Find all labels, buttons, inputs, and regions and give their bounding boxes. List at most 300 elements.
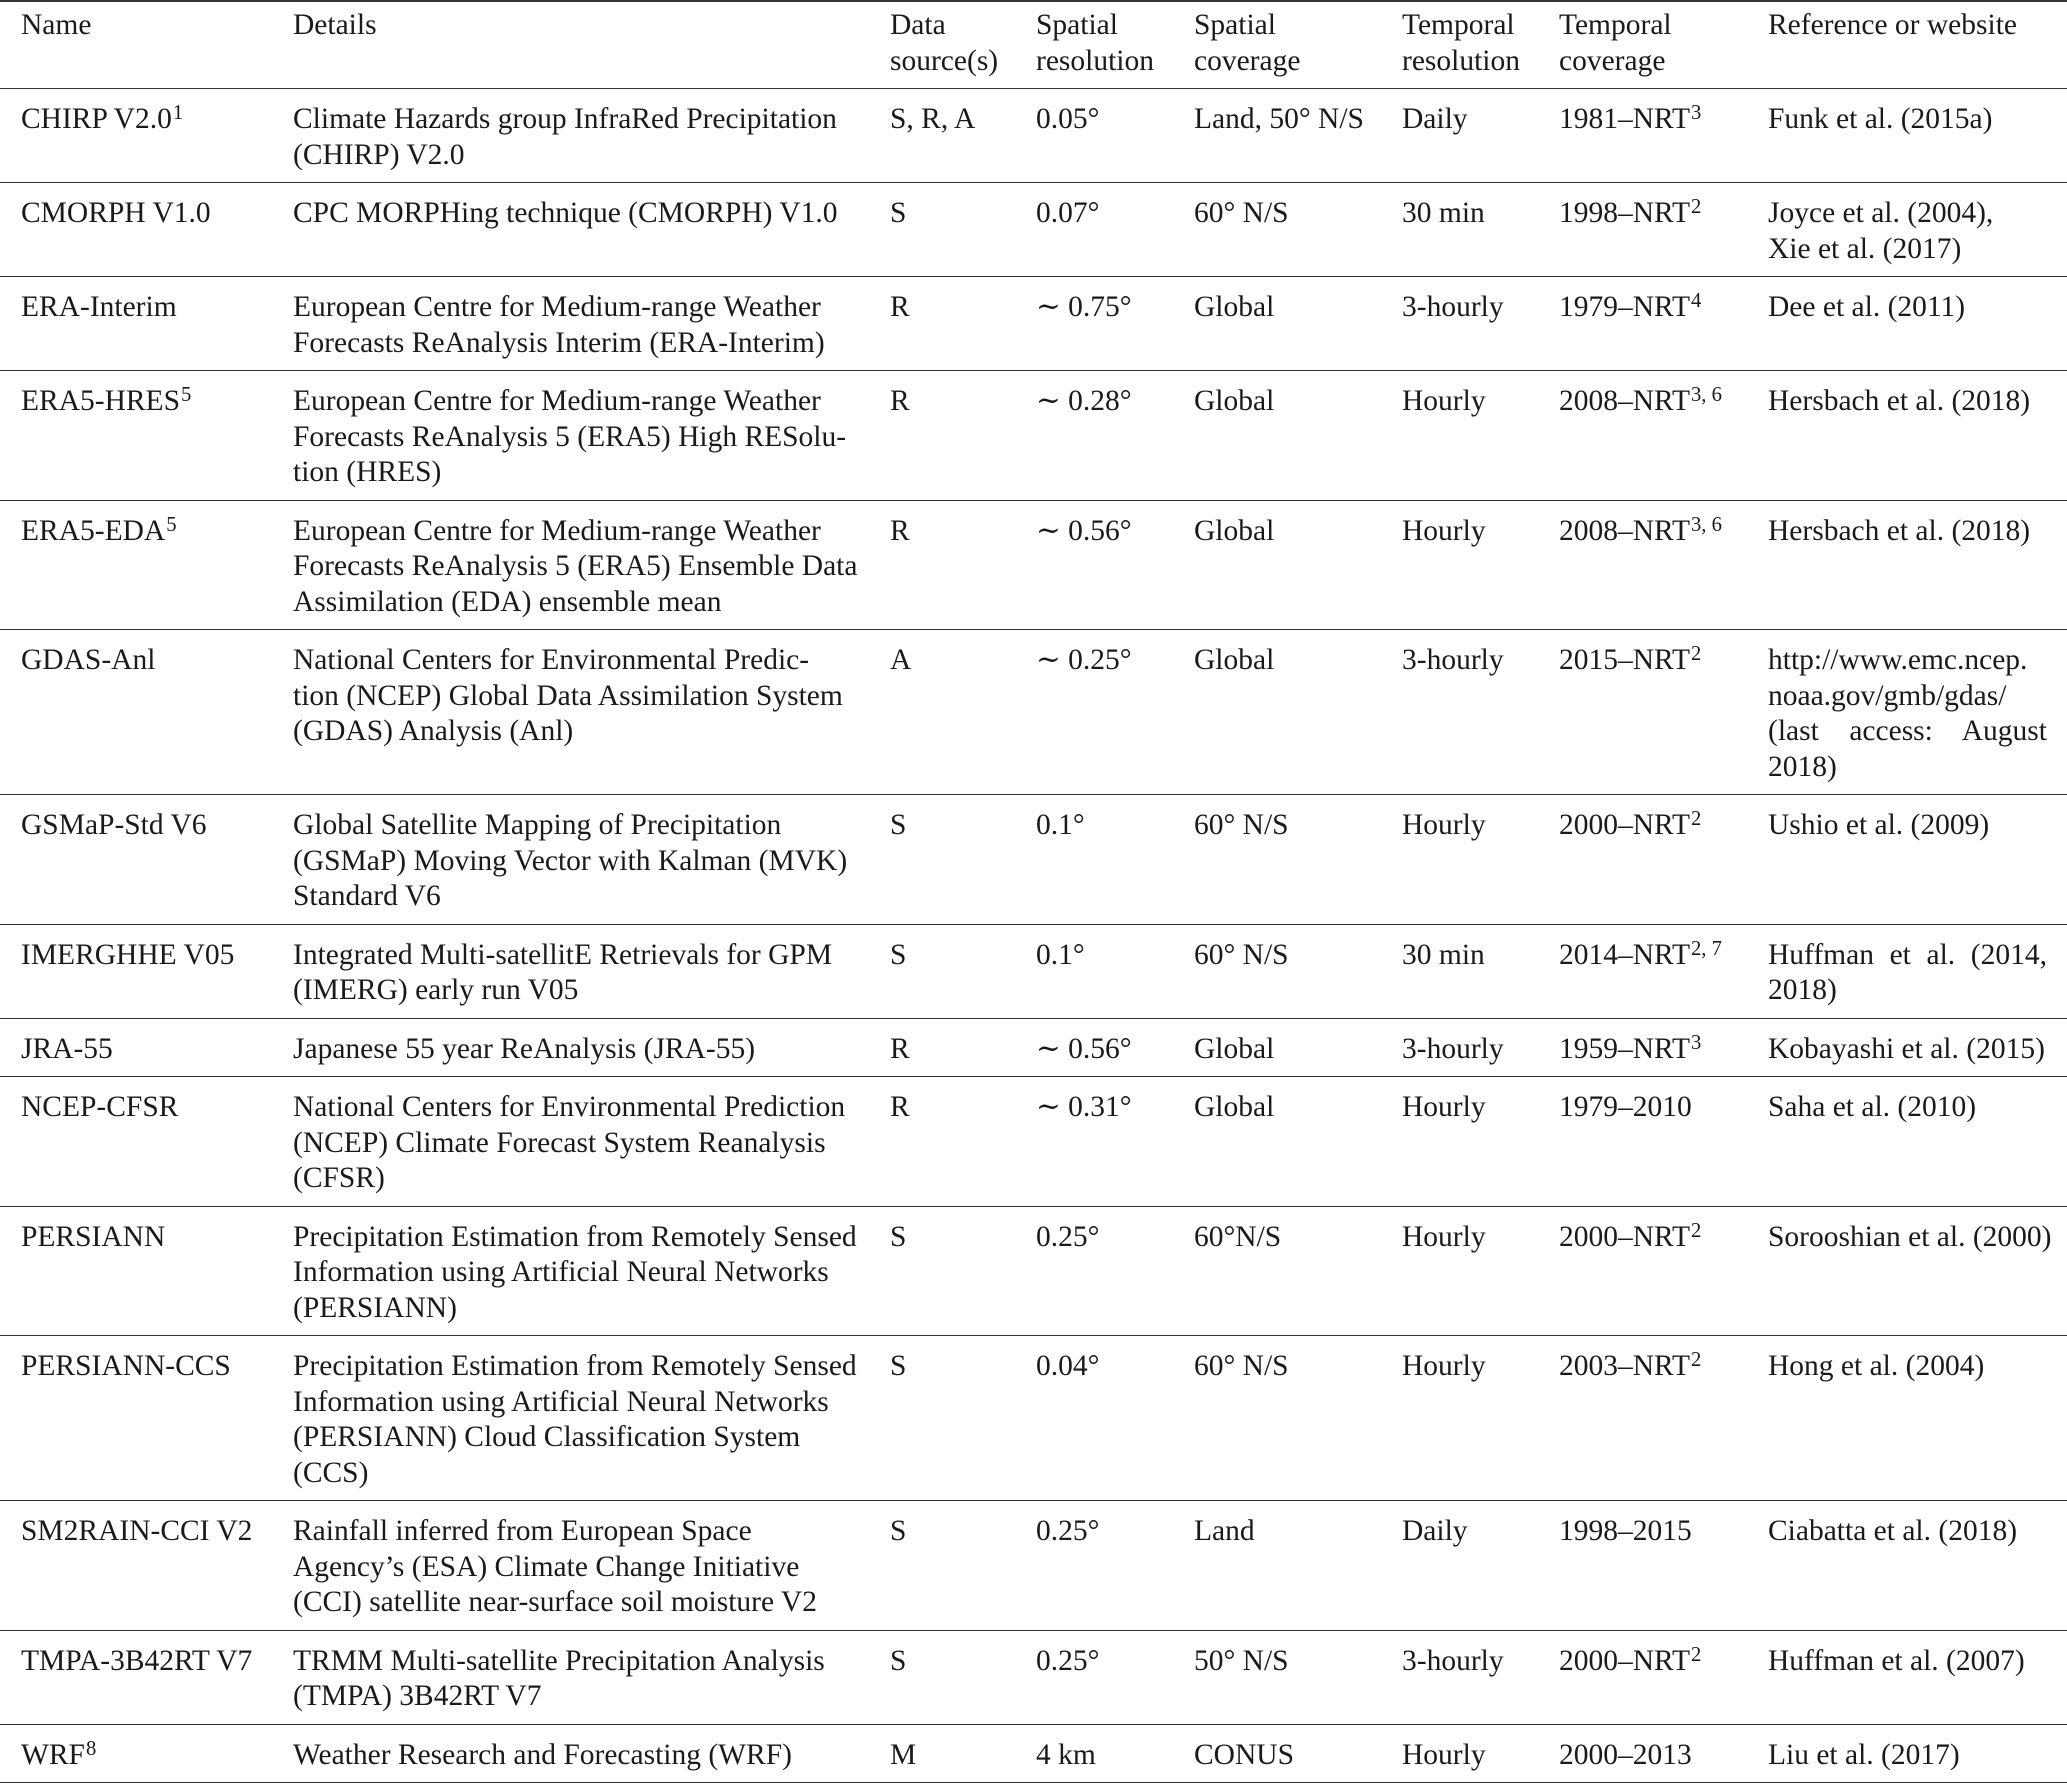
- cell-text: Integrated Multi-satellitE Retrievals for GPM: [293, 938, 833, 971]
- cell-text: 0.25°: [1036, 1644, 1100, 1677]
- cell-text: Xie et al. (2017): [1768, 232, 1962, 265]
- cell-data-source: [890, 1220, 1036, 1327]
- cell-text: 1959–NRT: [1559, 1032, 1690, 1065]
- cell-temporal-coverage: [1559, 1738, 1768, 1774]
- cell-text: 30 min: [1402, 938, 1485, 971]
- cell-text: (IMERG) early run V05: [293, 974, 579, 1006]
- cell-text: http://www.emc.ncep.: [1768, 644, 2028, 676]
- cell-line: [890, 808, 1036, 844]
- cell-line: [1402, 290, 1559, 326]
- cell-text: Rainfall inferred from European Space: [293, 1515, 752, 1547]
- cell-spatial-coverage: [1194, 643, 1402, 785]
- cell-spatial-coverage: [1194, 1514, 1402, 1621]
- footnote-marker: 2: [1690, 1349, 1702, 1372]
- cell-text: Hersbach et al. (2018): [1768, 385, 2031, 417]
- cell-text: Global: [1194, 291, 1275, 323]
- cell-text: CHIRP V2.0: [21, 103, 172, 135]
- cell-text: CONUS: [1194, 1738, 1294, 1771]
- cell-line: [1036, 808, 1194, 844]
- cell-line: [1559, 196, 1768, 232]
- cell-line: [1402, 1644, 1559, 1680]
- cell-line: [1194, 1644, 1402, 1680]
- cell-line: [293, 1738, 890, 1774]
- cell-line: [1768, 290, 2047, 326]
- cell-spatial-resolution: [1036, 514, 1194, 621]
- cell-line: [1559, 1644, 1768, 1680]
- header-label: Details: [293, 9, 377, 41]
- cell-temporal-coverage: [1559, 1032, 1768, 1068]
- cell-temporal-resolution: [1402, 1032, 1559, 1068]
- cell-text: 1981–NRT: [1559, 103, 1690, 135]
- cell-line: [1402, 384, 1559, 420]
- cell-spatial-coverage: [1194, 514, 1402, 621]
- cell-name: [21, 1514, 293, 1621]
- cell-spatial-coverage: [1194, 938, 1402, 1009]
- cell-line: [293, 1161, 890, 1197]
- cell-line: [21, 1738, 293, 1774]
- cell-line: [293, 420, 890, 456]
- footnote-marker: 3, 6: [1690, 513, 1722, 536]
- cell-line: [890, 102, 1036, 138]
- cell-text: ERA-Interim: [21, 291, 177, 323]
- cell-text: Global: [1194, 385, 1275, 417]
- cell-text: 3-hourly: [1402, 1032, 1504, 1065]
- cell-text: Ciabatta et al. (2018): [1768, 1515, 2018, 1547]
- cell-text: ERA5-HRES: [21, 385, 180, 417]
- cell-text: ERA5-EDA: [21, 514, 166, 547]
- cell-text: 60° N/S: [1194, 938, 1289, 971]
- footnote-marker: 2: [1690, 1219, 1702, 1242]
- cell-text: Hourly: [1402, 809, 1486, 841]
- cell-temporal-resolution: [1402, 1220, 1559, 1327]
- cell-text: (GSMaP) Moving Vector with Kalman (MVK): [293, 844, 848, 877]
- cell-spatial-resolution: [1036, 1349, 1194, 1491]
- cell-name: [21, 196, 293, 267]
- footnote-marker: 3: [1690, 102, 1702, 125]
- cell-line: [293, 1220, 890, 1256]
- cell-line: [293, 102, 890, 138]
- cell-line: [1036, 1738, 1194, 1774]
- cell-line: [21, 1514, 293, 1550]
- cell-text: Forecasts ReAnalysis Interim (ERA-Interim): [293, 326, 825, 359]
- cell-line: [293, 679, 890, 715]
- cell-temporal-resolution: [1402, 514, 1559, 621]
- cell-details: [293, 514, 890, 621]
- cell-details: [293, 384, 890, 491]
- cell-text: 2008–NRT: [1559, 514, 1690, 547]
- cell-text: Forecasts ReAnalysis 5 (ERA5) High RESolu-: [293, 420, 847, 453]
- cell-temporal-coverage: [1559, 1349, 1768, 1491]
- cell-text: ∼ 0.25°: [1036, 644, 1132, 676]
- cell-name: [21, 1349, 293, 1491]
- cell-reference: [1768, 196, 2047, 267]
- cell-line: [1036, 1644, 1194, 1680]
- cell-line: [293, 808, 890, 844]
- cell-spatial-resolution: [1036, 808, 1194, 915]
- cell-reference: [1768, 102, 2047, 173]
- cell-line: [1036, 1090, 1194, 1126]
- cell-name: [21, 1220, 293, 1327]
- footnote-marker: 2: [1690, 643, 1702, 666]
- cell-text: ∼ 0.56°: [1036, 1032, 1132, 1065]
- cell-text: Information using Artificial Neural Networks: [293, 1256, 829, 1288]
- header-label: resolution: [1402, 44, 1520, 77]
- cell-text: ∼ 0.31°: [1036, 1091, 1132, 1123]
- cell-line: [293, 1032, 890, 1068]
- cell-line: [1559, 1514, 1768, 1550]
- footnote-marker: 3: [1690, 1031, 1702, 1054]
- cell-temporal-coverage: [1559, 196, 1768, 267]
- cell-text: 2008–NRT: [1559, 385, 1690, 417]
- cell-data-source: [890, 643, 1036, 785]
- cell-text: Kobayashi et al. (2015): [1768, 1032, 2045, 1065]
- cell-line: [293, 1420, 890, 1456]
- cell-details: [293, 1738, 890, 1774]
- footnote-marker: 3, 6: [1690, 384, 1722, 407]
- cell-temporal-resolution: [1402, 290, 1559, 361]
- cell-line: [1768, 1032, 2047, 1068]
- cell-text: 60° N/S: [1194, 1350, 1289, 1382]
- cell-text: 2015–NRT: [1559, 644, 1690, 676]
- cell-text: 0.1°: [1036, 809, 1085, 841]
- cell-line: [293, 138, 890, 174]
- cell-text: (CCS): [293, 1456, 369, 1489]
- cell-line: [1768, 808, 2047, 844]
- cell-spatial-resolution: [1036, 1090, 1194, 1197]
- cell-reference: [1768, 643, 2047, 785]
- cell-line: [1036, 643, 1194, 679]
- cell-line: [293, 1291, 890, 1327]
- cell-data-source: [890, 384, 1036, 491]
- cell-line: [21, 1349, 293, 1385]
- table-row-era5-eda: [0, 501, 2067, 631]
- cell-line: [21, 1644, 293, 1680]
- cell-line: [293, 326, 890, 362]
- cell-line: [1559, 938, 1768, 974]
- footnote-marker: 8: [85, 1737, 97, 1760]
- cell-temporal-coverage: [1559, 1514, 1768, 1621]
- header-label: Data: [890, 9, 946, 41]
- cell-temporal-resolution: [1402, 938, 1559, 1009]
- cell-spatial-resolution: [1036, 1032, 1194, 1068]
- table-row-wrf: [0, 1725, 2067, 1784]
- cell-text: 60° N/S: [1194, 197, 1289, 229]
- cell-text: ∼ 0.75°: [1036, 291, 1132, 323]
- cell-line: [890, 196, 1036, 232]
- cell-line: [1036, 1514, 1194, 1550]
- cell-temporal-coverage: [1559, 643, 1768, 785]
- cell-text: Climate Hazards group InfraRed Precipitation: [293, 103, 837, 135]
- table-row-era5-hres: [0, 371, 2067, 501]
- cell-line: [890, 514, 1036, 550]
- cell-text: 0.25°: [1036, 1220, 1100, 1253]
- cell-spatial-coverage: [1194, 1220, 1402, 1327]
- cell-text: 0.07°: [1036, 197, 1100, 229]
- cell-temporal-coverage: [1559, 1644, 1768, 1715]
- cell-line: [21, 384, 293, 420]
- cell-text: ∼ 0.56°: [1036, 514, 1132, 547]
- cell-text: Ushio et al. (2009): [1768, 809, 1990, 841]
- cell-line: [890, 938, 1036, 974]
- cell-text: Dee et al. (2011): [1768, 291, 1966, 323]
- cell-details: [293, 1090, 890, 1197]
- table-row-sm2rain-cci-v2: [0, 1501, 2067, 1631]
- cell-temporal-resolution: [1402, 102, 1559, 173]
- cell-text: 1979–NRT: [1559, 291, 1690, 323]
- cell-line: [890, 384, 1036, 420]
- cell-spatial-coverage: [1194, 102, 1402, 173]
- header-label: Name: [21, 9, 92, 41]
- cell-text: 2000–NRT: [1559, 1220, 1690, 1253]
- cell-line: [293, 973, 890, 1009]
- cell-line: [293, 1126, 890, 1162]
- cell-spatial-resolution: [1036, 643, 1194, 785]
- cell-line: [21, 1220, 293, 1256]
- header-label: Temporal: [1559, 9, 1672, 41]
- cell-text: Land: [1194, 1515, 1255, 1547]
- cell-line: [1559, 290, 1768, 326]
- table-row-era-interim: [0, 277, 2067, 371]
- footnote-marker: 4: [1690, 290, 1702, 313]
- cell-text: M: [890, 1738, 917, 1771]
- cell-text: CMORPH V1.0: [21, 197, 211, 229]
- cell-text: Precipitation Estimation from Remotely Sensed: [293, 1220, 857, 1253]
- cell-line: [293, 384, 890, 420]
- cell-text: R: [890, 385, 910, 417]
- cell-text: R: [890, 514, 910, 547]
- cell-text: 3-hourly: [1402, 291, 1504, 323]
- cell-temporal-resolution: [1402, 196, 1559, 267]
- cell-line: [1194, 384, 1402, 420]
- cell-text: European Centre for Medium-range Weather: [293, 514, 821, 547]
- cell-text: Hong et al. (2004): [1768, 1350, 1985, 1382]
- cell-line: [890, 1514, 1036, 1550]
- cell-line: [1194, 514, 1402, 550]
- cell-line: [1768, 938, 2047, 974]
- cell-spatial-resolution: [1036, 196, 1194, 267]
- cell-text: Global: [1194, 1091, 1275, 1123]
- cell-text: (CCI) satellite near-surface soil moisture V2: [293, 1586, 817, 1618]
- cell-spatial-coverage: [1194, 290, 1402, 361]
- cell-line: [1194, 1220, 1402, 1256]
- cell-data-source: [890, 102, 1036, 173]
- cell-line: [293, 549, 890, 585]
- cell-details: [293, 1220, 890, 1327]
- cell-name: [21, 1090, 293, 1197]
- cell-text: 60°N/S: [1194, 1220, 1282, 1253]
- header-temporal-resolution: [1402, 8, 1559, 79]
- cell-line: [1768, 1090, 2047, 1126]
- cell-text: (CFSR): [293, 1162, 385, 1194]
- cell-details: [293, 808, 890, 915]
- cell-line: [1036, 1032, 1194, 1068]
- cell-text: tion (NCEP) Global Data Assimilation System: [293, 679, 843, 712]
- cell-text: PERSIANN: [21, 1220, 166, 1253]
- cell-line: [1194, 1514, 1402, 1550]
- cell-line: [1768, 750, 2047, 786]
- cell-line: [890, 1090, 1036, 1126]
- cell-name: [21, 808, 293, 915]
- cell-line: [890, 643, 1036, 679]
- table-body: [0, 89, 2067, 1783]
- cell-name: [21, 290, 293, 361]
- cell-line: [1402, 938, 1559, 974]
- cell-text: (NCEP) Climate Forecast System Reanalysis: [293, 1126, 826, 1159]
- cell-data-source: [890, 1514, 1036, 1621]
- cell-spatial-resolution: [1036, 102, 1194, 173]
- cell-text: Liu et al. (2017): [1768, 1738, 1960, 1771]
- cell-text: 2000–NRT: [1559, 1644, 1690, 1677]
- cell-line: [890, 1032, 1036, 1068]
- cell-line: [21, 1032, 293, 1068]
- cell-text: Hourly: [1402, 514, 1486, 547]
- cell-text: European Centre for Medium-range Weather: [293, 291, 821, 323]
- cell-text: Hourly: [1402, 1091, 1486, 1123]
- table-row-ncep-cfsr: [0, 1077, 2067, 1207]
- cell-name: [21, 1738, 293, 1774]
- cell-text: Precipitation Estimation from Remotely Sensed: [293, 1350, 857, 1382]
- cell-line: [1559, 1738, 1768, 1774]
- cell-reference: [1768, 1032, 2047, 1068]
- cell-spatial-resolution: [1036, 1514, 1194, 1621]
- cell-reference: [1768, 384, 2047, 491]
- cell-text: Daily: [1402, 1515, 1468, 1547]
- cell-line: [1402, 643, 1559, 679]
- cell-line: [1036, 514, 1194, 550]
- cell-line: [293, 196, 890, 232]
- cell-name: [21, 514, 293, 621]
- cell-text: 3-hourly: [1402, 1644, 1504, 1677]
- cell-text: ∼ 0.28°: [1036, 385, 1132, 417]
- cell-line: [1559, 384, 1768, 420]
- cell-spatial-coverage: [1194, 808, 1402, 915]
- cell-line: [1559, 514, 1768, 550]
- cell-text: S: [890, 938, 907, 971]
- cell-text: 2000–NRT: [1559, 809, 1690, 841]
- cell-line: [890, 1349, 1036, 1385]
- cell-line: [293, 714, 890, 750]
- cell-line: [1768, 196, 2047, 232]
- table-row-cmorph-v1-0: [0, 183, 2067, 277]
- cell-line: [890, 1738, 1036, 1774]
- cell-text: Global: [1194, 514, 1275, 547]
- cell-reference: [1768, 1349, 2047, 1491]
- cell-temporal-resolution: [1402, 1738, 1559, 1774]
- cell-line: [1559, 1349, 1768, 1385]
- cell-text: 3-hourly: [1402, 644, 1504, 676]
- cell-line: [293, 1514, 890, 1550]
- cell-line: [293, 1349, 890, 1385]
- cell-text: Agency’s (ESA) Climate Change Initiative: [293, 1550, 800, 1583]
- cell-spatial-coverage: [1194, 384, 1402, 491]
- cell-spatial-coverage: [1194, 1738, 1402, 1774]
- cell-line: [1402, 808, 1559, 844]
- cell-temporal-coverage: [1559, 808, 1768, 915]
- cell-line: [890, 1644, 1036, 1680]
- cell-line: [293, 1585, 890, 1621]
- cell-details: [293, 643, 890, 785]
- cell-line: [1036, 196, 1194, 232]
- cell-name: [21, 102, 293, 173]
- cell-temporal-coverage: [1559, 938, 1768, 1009]
- cell-text: CPC MORPHing technique (CMORPH) V1.0: [293, 197, 838, 229]
- cell-data-source: [890, 1738, 1036, 1774]
- cell-text: Land, 50° N/S: [1194, 103, 1364, 135]
- cell-temporal-resolution: [1402, 1514, 1559, 1621]
- cell-reference: [1768, 514, 2047, 621]
- cell-reference: [1768, 938, 2047, 1009]
- cell-line: [1559, 1220, 1768, 1256]
- cell-line: [1559, 102, 1768, 138]
- cell-line: [1768, 643, 2047, 679]
- header-label: resolution: [1036, 44, 1154, 77]
- footnote-marker: 2: [1690, 1643, 1702, 1666]
- cell-reference: [1768, 1738, 2047, 1774]
- table-row-chirp-v2-0: [0, 89, 2067, 183]
- cell-line: [1194, 643, 1402, 679]
- cell-text: Daily: [1402, 103, 1468, 135]
- header-label: coverage: [1194, 44, 1301, 77]
- cell-text: Joyce et al. (2004),: [1768, 197, 1994, 229]
- cell-temporal-coverage: [1559, 102, 1768, 173]
- header-label: Reference or website: [1768, 9, 2017, 41]
- cell-text: (CHIRP) V2.0: [293, 138, 465, 171]
- cell-details: [293, 1514, 890, 1621]
- cell-text: 2014–NRT: [1559, 938, 1690, 971]
- cell-line: [21, 102, 293, 138]
- cell-name: [21, 643, 293, 785]
- cell-spatial-coverage: [1194, 196, 1402, 267]
- footnote-marker: 2: [1690, 808, 1702, 831]
- cell-text: 0.04°: [1036, 1350, 1100, 1382]
- cell-text: S: [890, 197, 907, 229]
- header-reference: [1768, 8, 2047, 79]
- cell-temporal-resolution: [1402, 1349, 1559, 1491]
- footnote-marker: 5: [180, 384, 192, 407]
- cell-text: Weather Research and Forecasting (WRF): [293, 1738, 792, 1771]
- cell-line: [1402, 1514, 1559, 1550]
- header-temporal-coverage: [1559, 8, 1768, 79]
- cell-text: National Centers for Environmental Prediction: [293, 1091, 846, 1123]
- cell-name: [21, 384, 293, 491]
- cell-line: [293, 844, 890, 880]
- cell-temporal-resolution: [1402, 384, 1559, 491]
- cell-line: [1036, 1220, 1194, 1256]
- cell-line: [1194, 290, 1402, 326]
- cell-text: Huffman et al. (2007): [1768, 1644, 2025, 1677]
- header-spatial-resolution: [1036, 8, 1194, 79]
- cell-text: 1979–2010: [1559, 1091, 1692, 1123]
- cell-details: [293, 1644, 890, 1715]
- cell-line: [1402, 102, 1559, 138]
- cell-data-source: [890, 1349, 1036, 1491]
- cell-line: [293, 455, 890, 491]
- cell-line: [293, 938, 890, 974]
- cell-line: [890, 290, 1036, 326]
- cell-line: [21, 808, 293, 844]
- cell-line: [21, 196, 293, 232]
- header-label: coverage: [1559, 44, 1666, 77]
- cell-line: [1194, 102, 1402, 138]
- cell-spatial-coverage: [1194, 1090, 1402, 1197]
- cell-line: [1768, 384, 2047, 420]
- cell-line: [293, 1456, 890, 1492]
- cell-line: [1768, 1514, 2047, 1550]
- cell-name: [21, 1032, 293, 1068]
- cell-line: [1402, 1220, 1559, 1256]
- cell-line: [1194, 1090, 1402, 1126]
- cell-text: Information using Artificial Neural Networks: [293, 1385, 829, 1418]
